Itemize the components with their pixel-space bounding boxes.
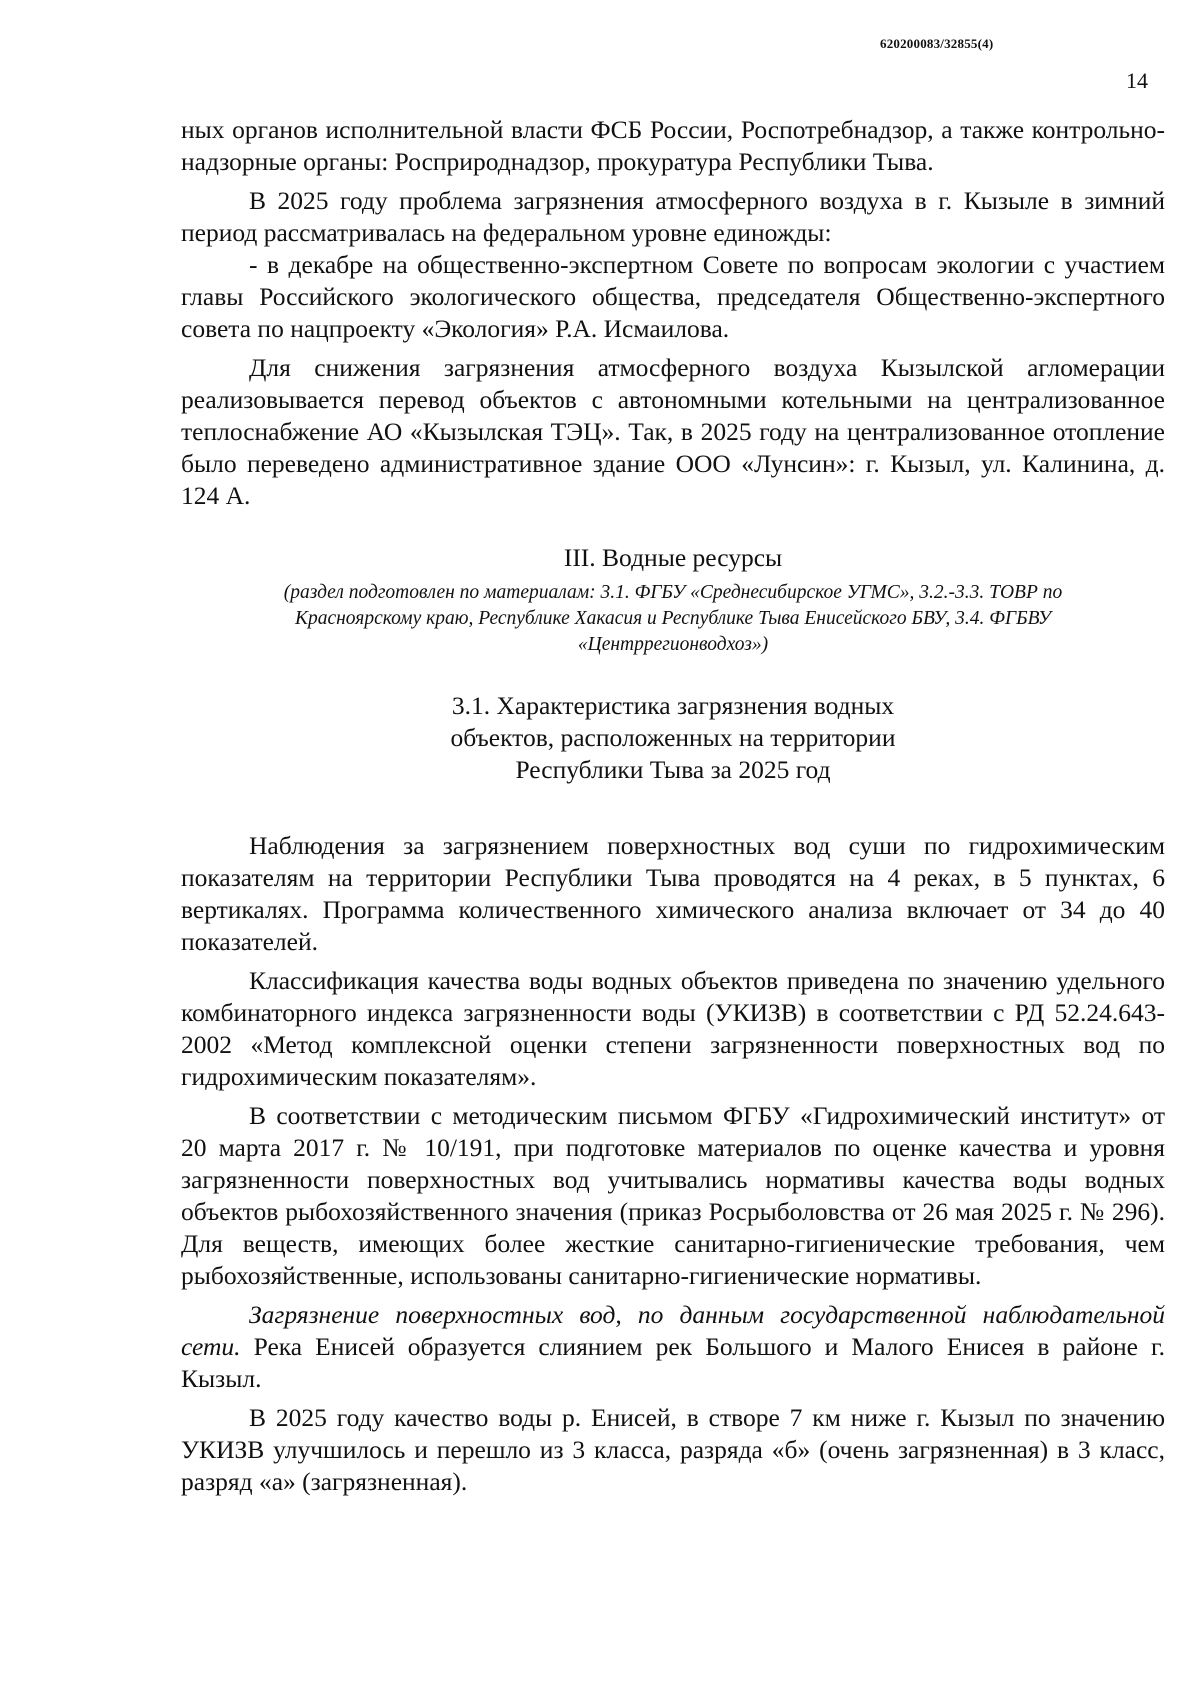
subsection-title-line: 3.1. Характеристика загрязнения водных bbox=[451, 691, 895, 720]
page-number: 14 bbox=[1126, 68, 1148, 93]
paragraph-water-quality: В 2025 году качество воды р. Енисей, в створе 7 км ниже г. Кызыл по значению УКИЗВ улучшилось и перешло из 3 класса, разряда «б» (очень загрязненная) в 3 класс, разряд «а» (загрязненная). bbox=[181, 1403, 1165, 1496]
paragraph-continuation: ных органов исполнительной власти ФСБ России, Роспотребнадзор, а также контрольно-надзорные органы: Росприроднадзор, прокуратура Республики Тыва. bbox=[181, 115, 1165, 176]
paragraph-observations: Наблюдения за загрязнением поверхностных вод суши по гидрохимическим показателям на территории Республики Тыва проводятся на 4 реках, в 5 пунктах, 6 вертикалях. Программа количественного химического анализа включает от 34 до 40 показателей. bbox=[181, 831, 1165, 956]
subsection-title-line: Республики Тыва за 2025 год bbox=[515, 755, 831, 784]
page-body bbox=[181, 114, 1165, 1498]
subsection-title bbox=[181, 690, 1165, 786]
document-number: 620200083/32855(4) bbox=[880, 36, 994, 51]
paragraph-december-council: - в декабре на общественно-экспертном Совете по вопросам экологии с участием главы Российского экологического общества, председателя Общественно-экспертного совета по нацпроекту «Экология» Р.А. Исмаилова. bbox=[181, 250, 1165, 343]
subsection-title-line: объектов, расположенных на территории bbox=[450, 723, 896, 752]
section-source-note: (раздел подготовлен по материалам: 3.1. ФГБУ «Среднесибирское УГМС», 3.2.-3.3. ТОВР по Красноярскому краю, Республике Хакасия и Республике Тыва Енисейского БВУ, 3.4. ФГБВУ «Центррегионводхоз») bbox=[283, 582, 1063, 655]
italic-lead-in: Загрязнение поверхностных вод, по данным государственной наблюдательной сети. bbox=[181, 1300, 1165, 1361]
paragraph-air-pollution: В 2025 году проблема загрязнения атмосферного воздуха в г. Кызыле в зимний период рассматривалась на федеральном уровне единожды: bbox=[181, 186, 1165, 247]
paragraph-heating-transfer: Для снижения загрязнения атмосферного воздуха Кызылской агломерации реализовывается перевод объектов с автономными котельными на централизованное теплоснабжение АО «Кызылская ТЭЦ». Так, в 2025 году на централизованное отопление было переведено административное здание ООО «Лунсин»: г. Кызыл, ул. Калинина, д. 124 А. bbox=[181, 353, 1165, 510]
paragraph-classification: Классификация качества воды водных объектов приведена по значению удельного комбинаторного индекса загрязненности воды (УКИЗВ) в соответствии с РД 52.24.643-2002 «Метод комплексной оценки степени загрязненности поверхностных вод по гидрохимическим показателям». bbox=[181, 966, 1165, 1091]
section-title: III. Водные ресурсы bbox=[563, 543, 783, 572]
paragraph-methodology: В соответствии с методическим письмом ФГБУ «Гидрохимический институт» от 20 марта 2017 г. № 10/191, при подготовке материалов по оценке качества и уровня загрязненности поверхностных вод учитывались нормативы качества воды водных объектов рыбохозяйственного значения (приказ Росрыболовства от 26 мая 2025 г. № 296). Для веществ, имеющих более жесткие санитарно-гигиенические требования, чем рыбохозяйственные, использованы санитарно-гигиенические нормативы. bbox=[181, 1101, 1165, 1290]
paragraph-text: Река Енисей образуется слиянием рек Большого и Малого Енисея в районе г. Кызыл. bbox=[181, 1332, 1165, 1393]
paragraph-yenisei-origin bbox=[181, 1299, 1165, 1395]
